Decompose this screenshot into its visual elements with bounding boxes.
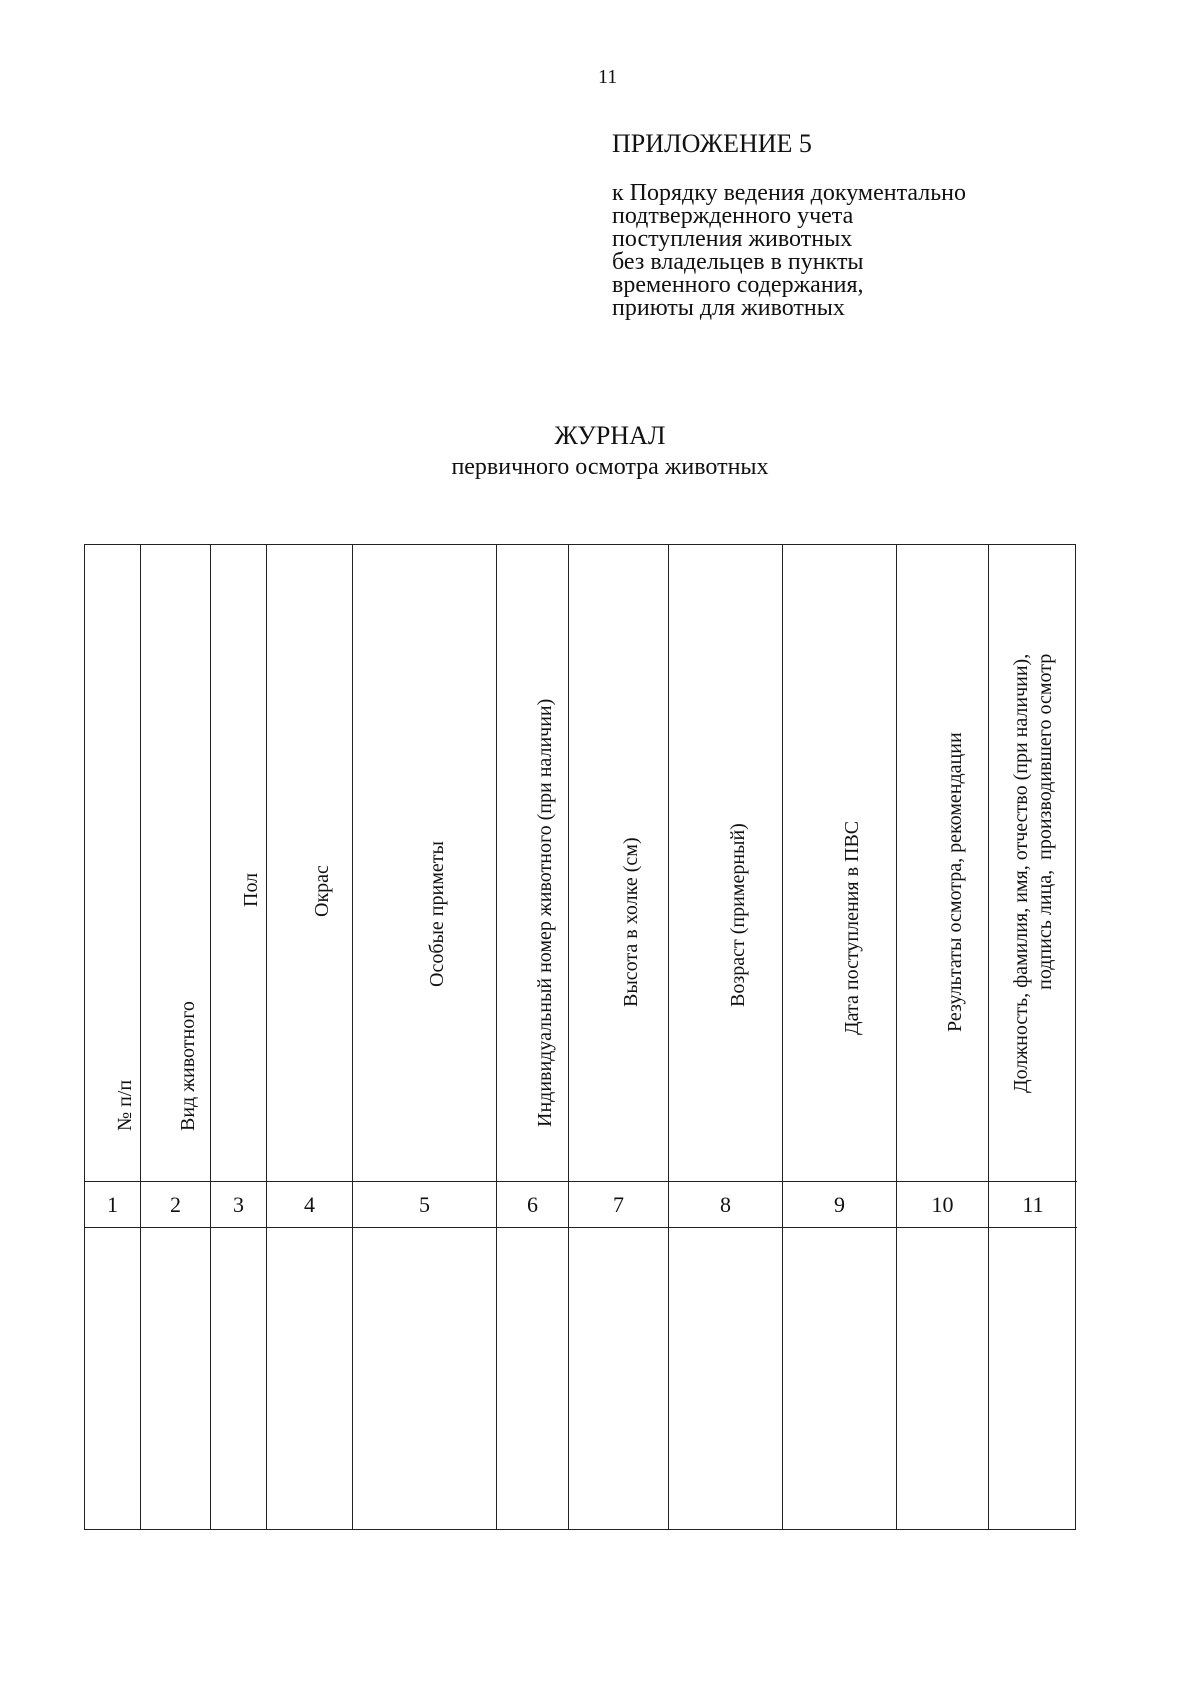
column-number: 8 <box>669 1182 782 1228</box>
appendix-block <box>612 128 1112 320</box>
column-11 <box>989 545 1077 1529</box>
journal-heading <box>0 420 1200 482</box>
column-number: 10 <box>897 1182 988 1228</box>
column-header-cell <box>211 545 266 1182</box>
column-header-cell <box>267 545 352 1182</box>
column-number: 6 <box>497 1182 568 1228</box>
appendix-title: ПРИЛОЖЕНИЕ 5 <box>612 129 812 158</box>
journal-subtitle: первичного осмотра животных <box>451 454 769 480</box>
column-header-cell <box>897 545 988 1182</box>
column-header-cell <box>85 545 140 1182</box>
column-header-label: № п/п <box>113 1079 136 1131</box>
column-header-cell <box>989 545 1077 1182</box>
column-header-label: Окрас <box>310 865 333 917</box>
column-number: 3 <box>211 1182 266 1228</box>
column-2 <box>141 545 211 1529</box>
column-number: 9 <box>783 1182 896 1228</box>
journal-title: ЖУРНАЛ <box>554 421 666 450</box>
column-header-label: Дата поступления в ПВС <box>840 820 863 1035</box>
column-8 <box>669 545 783 1529</box>
column-number: 2 <box>141 1182 210 1228</box>
column-header-cell <box>497 545 568 1182</box>
column-header-cell <box>353 545 496 1182</box>
column-header-label: Вид животного <box>176 1001 199 1131</box>
journal-table <box>84 544 1076 1530</box>
column-header-cell <box>569 545 668 1182</box>
column-header-label: Должность, фамилия, имя, отчество (при наличии), подпись лица, производившего осмотр <box>1010 653 1056 1093</box>
column-header-label: Пол <box>239 872 262 907</box>
column-header-label: Особые приметы <box>425 841 448 987</box>
column-5 <box>353 545 497 1529</box>
column-number: 1 <box>85 1182 140 1228</box>
column-header-cell <box>669 545 782 1182</box>
column-6 <box>497 545 569 1529</box>
column-header-label: Результаты осмотра, рекомендации <box>943 732 966 1032</box>
column-header-cell <box>783 545 896 1182</box>
column-number: 4 <box>267 1182 352 1228</box>
column-7 <box>569 545 669 1529</box>
column-header-label: Высота в холке (см) <box>619 837 642 1007</box>
column-number: 11 <box>989 1182 1077 1228</box>
column-4 <box>267 545 353 1529</box>
column-10 <box>897 545 989 1529</box>
page-number: 11 <box>598 66 618 88</box>
column-header-label: Индивидуальный номер животного (при наличии) <box>533 698 556 1127</box>
column-9 <box>783 545 897 1529</box>
column-number: 5 <box>353 1182 496 1228</box>
column-3 <box>211 545 267 1529</box>
appendix-text: к Порядку ведения документально подтвержденного учета поступления животных без владельцев в пункты временного содержания, приюты для животных <box>612 180 966 321</box>
column-number: 7 <box>569 1182 668 1228</box>
column-header-cell <box>141 545 210 1182</box>
column-header-label: Возраст (примерный) <box>726 823 749 1007</box>
column-1 <box>85 545 141 1529</box>
